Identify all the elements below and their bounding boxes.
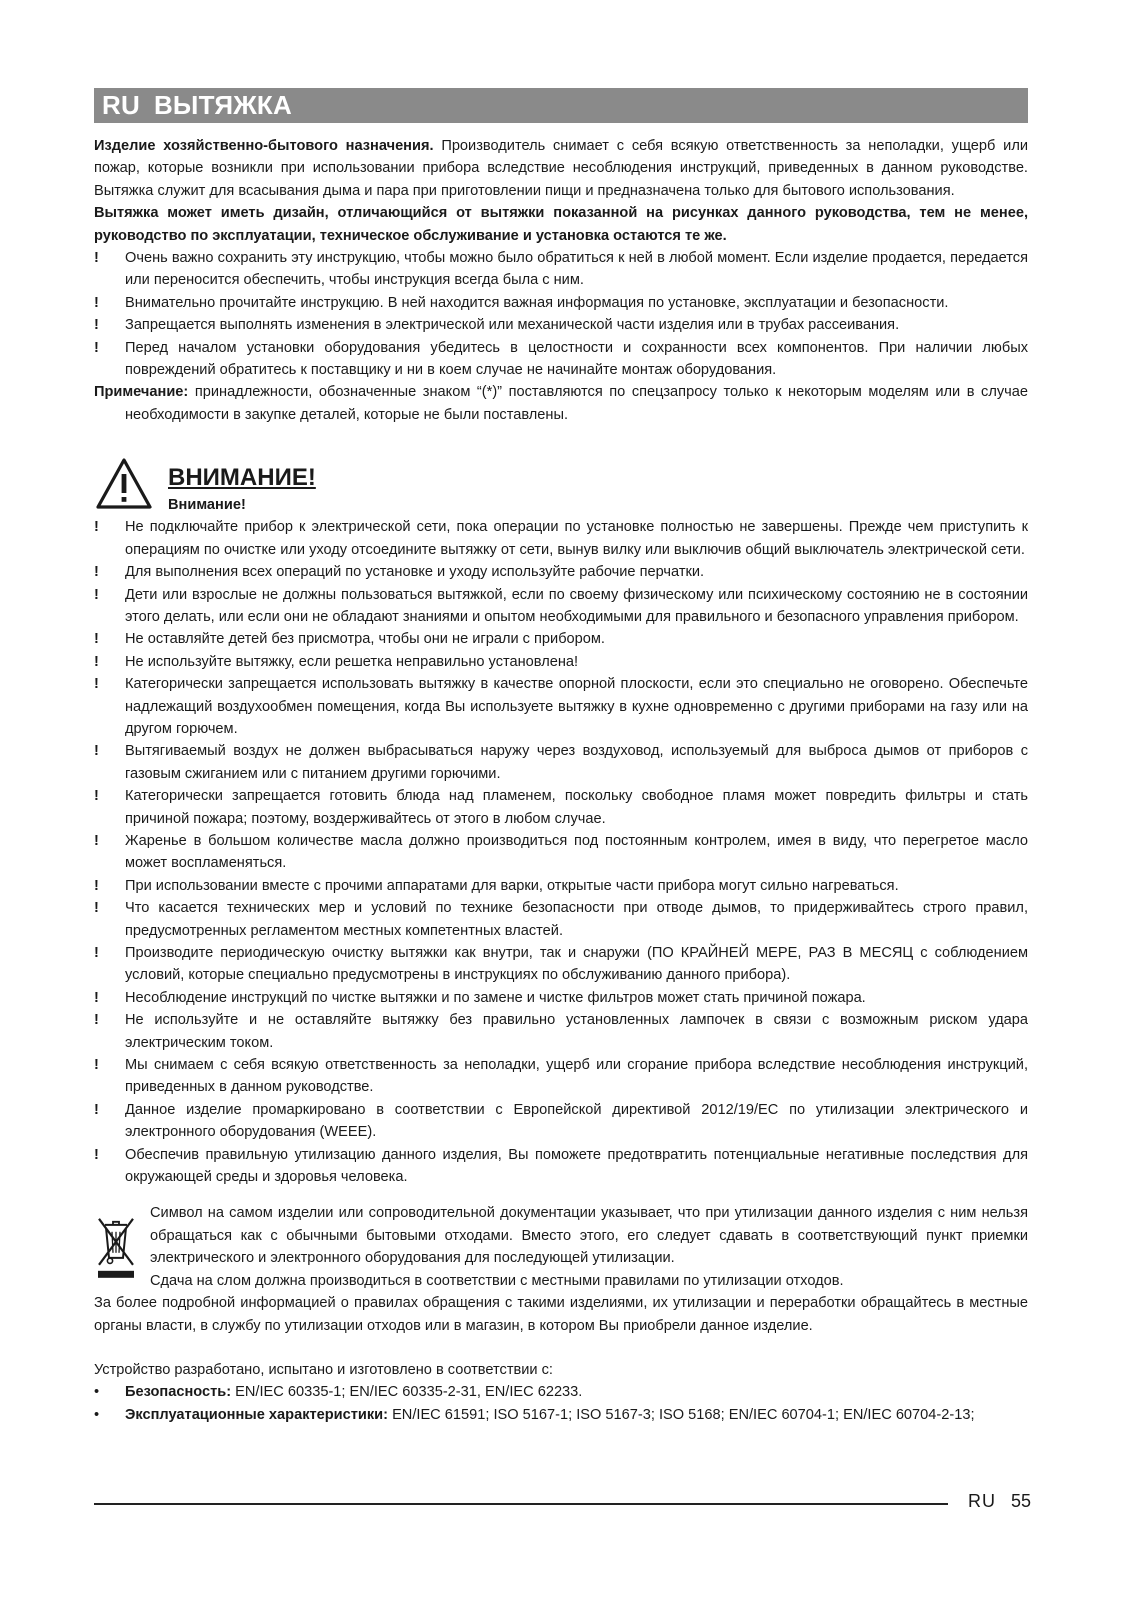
intro-section xyxy=(94,135,1028,247)
note-label: Примечание: xyxy=(94,384,189,401)
warning-bullets xyxy=(94,516,1028,1188)
section-title-bar xyxy=(94,88,1028,123)
list-item-text: Категорически запрещается использовать вытяжку в качестве опорной плоскости, если это специально не оговорено. Обеспечьте надлежащий воздухообмен помещения, когда Вы используете вытяжку в кухне одновременно с другими приборами на газу или на другом горючем. xyxy=(125,676,1028,737)
list-item-text: Для выполнения всех операций по установке и уходу используйте рабочие перчатки. xyxy=(125,564,705,581)
list-item-text: Запрещается выполнять изменения в электрической или механической части изделия или в трубах рассеивания. xyxy=(125,317,900,334)
list-item-text: Очень важно сохранить эту инструкцию, чтобы можно было обратиться к ней в любой момент. Если изделие продается, передается или переносится обеспечить, чтобы инструкция всегда была с ним. xyxy=(125,250,1028,289)
exclamation-marker: ! xyxy=(94,832,99,849)
list-item-text: Вытягиваемый воздух не должен выбрасываться наружу через воздуховод, используемый для выброса дымов от приборов с газовым сжиганием или с питанием другими горючими. xyxy=(125,743,1028,782)
list-item xyxy=(94,673,1028,740)
exclamation-marker: ! xyxy=(94,653,99,670)
standards-section xyxy=(94,1359,1028,1426)
standard-item xyxy=(94,1381,1028,1403)
section-title: ВЫТЯЖКА xyxy=(153,90,292,120)
exclamation-marker: ! xyxy=(94,294,99,311)
intro-bullets xyxy=(94,247,1028,381)
exclamation-marker: ! xyxy=(94,1057,99,1074)
exclamation-marker: ! xyxy=(94,1012,99,1029)
exclamation-marker: ! xyxy=(94,631,99,648)
weee-paragraph-2: Сдача на слом должна производиться в соответствии с местными правилами по утилизации отходов. xyxy=(150,1272,844,1289)
exclamation-marker: ! xyxy=(94,250,99,267)
intro-lead-text: Производитель снимает с себя всякую ответственность за неполадки, ущерб или пожар, которые возникли при использовании прибора вследствие несоблюдения инструкций, приведенных в данном руководстве. Вытяжка служит для всасывания дыма и пара при приготовлении пищи и предназначена только для бытового использования. xyxy=(94,138,1028,199)
list-item-text: Несоблюдение инструкций по чистке вытяжки и по замене и чистке фильтров может стать причиной пожара. xyxy=(125,989,866,1006)
list-item-text: Обеспечив правильную утилизацию данного изделия, Вы поможете предотвратить потенциальные негативные последствия для окружающей среды и здоровья человека. xyxy=(125,1146,1028,1186)
exclamation-marker: ! xyxy=(94,877,99,894)
footer-rule xyxy=(94,1503,948,1505)
warning-title: ВНИМАНИЕ! xyxy=(168,464,316,492)
exclamation-marker: ! xyxy=(94,1146,99,1163)
list-item-text: Производите периодическую очистку вытяжки как внутри, так и снаружи (ПО КРАЙНЕЙ МЕРЕ, РАЗ В МЕСЯЦ с соблюдением условий, которые специально предусмотрены в инструкциях по обслуживанию данного прибора). xyxy=(125,945,1028,984)
note-paragraph xyxy=(94,381,1028,426)
list-item-text: Не подключайте прибор к электрической сети, пока операции по установке полностью не завершены. Прежде чем приступить к операциям по очистке или уходу отсоедините вытяжку от сети, вынув вилку или выключив общий выключатель электрической сети. xyxy=(125,519,1028,558)
exclamation-marker: ! xyxy=(94,317,99,334)
exclamation-marker: ! xyxy=(94,945,99,961)
list-item xyxy=(94,1009,1028,1054)
exclamation-marker: ! xyxy=(94,989,99,1006)
list-item xyxy=(94,875,1028,897)
list-item xyxy=(94,337,1028,382)
standard-value: EN/IEC 60335-1; EN/IEC 60335-2-31, EN/IEC 62233. xyxy=(231,1384,583,1401)
list-item-text: Что касается технических мер и условий по технике безопасности при отводе дымов, то придерживайтесь строго правил, предусмотренных регламентом местных компетентных властей. xyxy=(125,900,1028,939)
language-code: RU xyxy=(102,90,140,120)
standard-label: Безопасность: xyxy=(125,1384,232,1401)
list-item xyxy=(94,651,1028,673)
document-page xyxy=(94,88,1028,1426)
standard-value: EN/IEC 61591; ISO 5167-1; ISO 5167-3; ISO 5168; EN/IEC 60704-1; EN/IEC 60704-2-13; xyxy=(388,1406,975,1423)
footer-language: RU xyxy=(968,1491,996,1511)
exclamation-marker: ! xyxy=(94,743,99,760)
exclamation-marker: ! xyxy=(94,1101,99,1118)
list-item xyxy=(94,314,1028,336)
list-item-text: Категорически запрещается готовить блюда над пламенем, поскольку свободное пламя может повредить фильтры и стать причиной пожара; поэтому, воздерживайтесь от этого в любом случае. xyxy=(125,788,1028,827)
warning-heading-group xyxy=(168,456,316,515)
intro-lead-bold: Изделие хозяйственно-бытового назначения. xyxy=(94,138,434,154)
exclamation-marker: ! xyxy=(94,676,99,693)
list-item xyxy=(94,247,1028,292)
standards-intro: Устройство разработано, испытано и изготовлено в соответствии с: xyxy=(94,1361,553,1378)
exclamation-marker: ! xyxy=(94,788,99,805)
list-item-text: Не используйте вытяжку, если решетка неправильно установлена! xyxy=(125,653,579,670)
list-item xyxy=(94,942,1028,987)
standard-label: Эксплуатационные характеристики: xyxy=(125,1406,389,1423)
bullet-dot: • xyxy=(94,1406,100,1423)
list-item-text: При использовании вместе с прочими аппаратами для варки, открытые части прибора могут сильно нагреваться. xyxy=(125,877,899,894)
list-item-text: Жаренье в большом количестве масла должно производиться под постоянным контролем, имея в виду, что перегретое масло может воспламеняться. xyxy=(125,832,1028,872)
list-item xyxy=(94,830,1028,875)
exclamation-marker: ! xyxy=(94,339,99,356)
intro-paragraph xyxy=(94,135,1028,202)
list-item xyxy=(94,987,1028,1009)
exclamation-marker: ! xyxy=(94,564,99,581)
weee-text-block xyxy=(150,1202,1028,1292)
standard-item xyxy=(94,1404,1028,1426)
list-item xyxy=(94,584,1028,629)
list-item-text: Дети или взрослые не должны пользоваться вытяжкой, если по своему физическому или психическому состоянию не в состоянии этого делать, или если они не обладают знаниями и опытом необходимыми для правильного и безопасного управления прибором. xyxy=(125,586,1028,625)
list-item xyxy=(94,292,1028,314)
list-item-text: Данное изделие промаркировано в соответствии с Европейской директивой 2012/19/EC по утилизации электрического и электронного оборудования (WEEE). xyxy=(125,1101,1028,1141)
bullet-dot: • xyxy=(94,1384,100,1401)
list-item xyxy=(94,785,1028,830)
weee-section xyxy=(94,1202,1028,1292)
exclamation-marker: ! xyxy=(94,519,99,536)
list-item xyxy=(94,628,1028,650)
list-item xyxy=(94,1144,1028,1189)
page-number: 55 xyxy=(1011,1491,1032,1511)
warning-header xyxy=(94,456,1028,514)
exclamation-marker: ! xyxy=(94,586,99,603)
design-disclaimer: Вытяжка может иметь дизайн, отличающийся от вытяжки показанной на рисунках данного руководства, тем не менее, руководство по эксплуатации, техническое обслуживание и установка остаются те же. xyxy=(94,205,1028,244)
list-item-text: Перед началом установки оборудования убедитесь в целостности и сохранности всех компонентов. При наличии любых повреждений обратитесь к поставщику и ни в коем случае не начинайте монтаж оборудования. xyxy=(125,339,1028,379)
weee-more-info: За более подробной информацией о правилах обращения с такими изделиями, их утилизации и переработки обращайтесь в местные органы власти, в службу по утилизации отходов или в магазин, в котором Вы приобрели данное изделие. xyxy=(94,1295,1028,1334)
list-item-text: Не используйте и не оставляйте вытяжку без правильно установленных лампочек в связи с возможным риском удара электрическим током. xyxy=(125,1012,1028,1051)
weee-paragraph: Символ на самом изделии или сопроводительной документации указывает, что при утилизации данного изделия с ним нельзя обращаться как с обычными бытовыми отходами. Вместо этого, его следует сдавать в соответствующий пункт приемки электрического и электронного оборудования для последующей утилизации. xyxy=(150,1205,1028,1267)
list-item-text: Мы снимаем с себя всякую ответственность за неполадки, ущерб или сгорание прибора вследствие несоблюдения инструкций, приведенных в данном руководстве. xyxy=(125,1057,1028,1096)
note-text: принадлежности, обозначенные знаком “(*)” поставляются по спецзапросу только к некоторым моделям или в случае необходимости в закупке деталей, которые не были поставлены. xyxy=(125,384,1028,423)
warning-triangle-icon xyxy=(94,456,154,512)
list-item xyxy=(94,1054,1028,1099)
exclamation-marker: ! xyxy=(94,900,99,917)
list-item xyxy=(94,1099,1028,1144)
list-item xyxy=(94,740,1028,785)
list-item xyxy=(94,897,1028,942)
list-item-text: Не оставляйте детей без присмотра, чтобы они не играли с прибором. xyxy=(125,631,605,648)
crossed-bin-icon xyxy=(94,1202,138,1292)
list-item xyxy=(94,516,1028,561)
list-item-text: Внимательно прочитайте инструкцию. В ней находится важная информация по установке, эксплуатации и безопасности. xyxy=(125,294,949,311)
list-item xyxy=(94,561,1028,583)
warning-subtitle: Внимание! xyxy=(168,497,246,514)
